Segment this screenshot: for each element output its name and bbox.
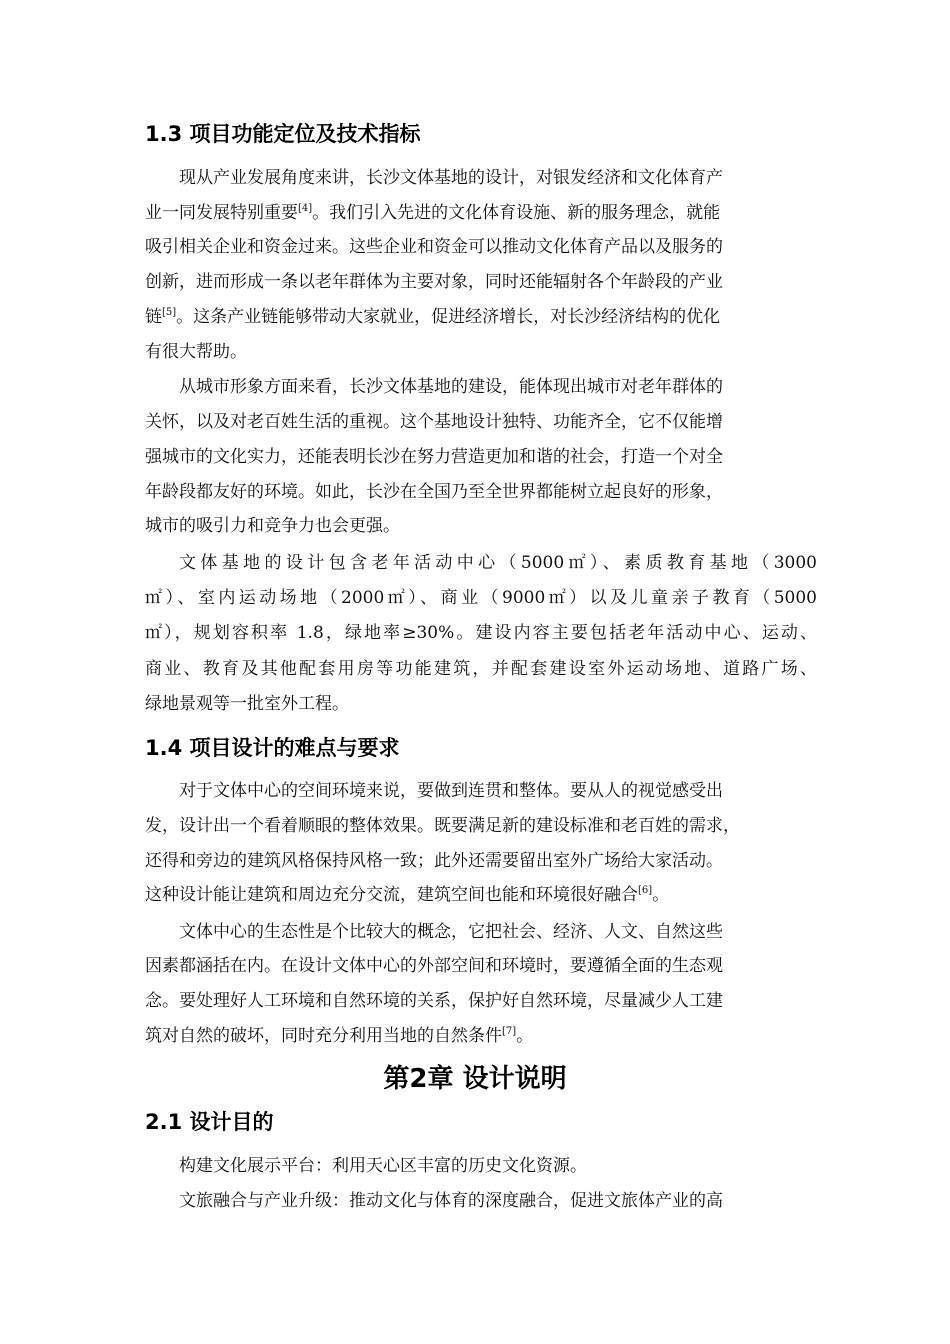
- text-run: 筑对自然的破坏，同时充分利用当地的自然条件: [145, 1026, 502, 1046]
- paragraph-line: 城市的吸引力和竞争力也会更强。: [145, 516, 400, 536]
- paragraph-line: 还得和旁边的建筑风格保持风格一致；此外还需要留出室外广场给大家活动。: [145, 851, 723, 871]
- paragraph-line: 创新，进而形成一条以老年群体为主要对象，同时还能辐射各个年龄段的产业: [145, 272, 723, 292]
- text-run: 链: [145, 307, 162, 327]
- paragraph-line: [145, 306, 720, 328]
- section-heading-1-3: 1.3 项目功能定位及技术指标: [145, 122, 421, 146]
- paragraph-line: 年龄段都友好的环境。如此，长沙在全国乃至全世界都能树立起良好的形象，: [145, 482, 723, 502]
- text-run: 。: [516, 1026, 534, 1046]
- paragraph-line: 关怀，以及对老百姓生活的重视。这个基地设计独特、功能齐全，它不仅能增: [145, 412, 723, 432]
- paragraph-line: [145, 1025, 533, 1047]
- citation-ref: [7]: [502, 1026, 517, 1037]
- paragraph-line: 现从产业发展角度来讲，长沙文体基地的设计，对银发经济和文化体育产: [179, 168, 723, 188]
- section-heading-2-1: 2.1 设计目的: [145, 1110, 274, 1134]
- citation-ref: [5]: [162, 307, 177, 318]
- paragraph-line: 商业、教育及其他配套用房等功能建筑，并配套建设室外运动场地、道路广场、: [145, 659, 817, 679]
- paragraph-line: 强城市的文化实力，还能表明长沙在努力营造更加和谐的社会，打造一个对全: [145, 447, 723, 467]
- paragraph-line: 因素都涵括在内。在设计文体中心的外部空间和环境时，要遵循全面的生态观: [145, 956, 723, 976]
- paragraph-line: [145, 884, 669, 906]
- paragraph-line: 对于文体中心的空间环境来说，要做到连贯和整体。要从人的视觉感受出: [179, 781, 723, 801]
- citation-ref: [6]: [638, 885, 653, 896]
- text-run: 。我们引入先进的文化体育设施、新的服务理念，就能: [312, 203, 721, 223]
- paragraph-line: 从城市形象方面来看，长沙文体基地的建设，能体现出城市对老年群体的: [179, 377, 723, 397]
- paragraph-line: 念。要处理好人工环境和自然环境的关系，保护好自然环境，尽量减少人工建: [145, 991, 723, 1011]
- section-heading-1-4: 1.4 项目设计的难点与要求: [145, 736, 400, 760]
- chapter-heading-2: 第2章 设计说明: [383, 1064, 567, 1094]
- paragraph-line: 构建文化展示平台：利用天心区丰富的历史文化资源。: [179, 1156, 587, 1176]
- paragraph-line: 吸引相关企业和资金过来。这些企业和资金可以推动文化体育产品以及服务的: [145, 237, 723, 257]
- paragraph-line: ㎡）、室内运动场地（2000㎡）、商业（9000㎡）以及儿童亲子教育（5000: [145, 588, 817, 608]
- paragraph-line: ㎡），规划容积率 1.8，绿地率≥30%。建设内容主要包括老年活动中心、运动、: [145, 623, 817, 643]
- paragraph-line: 文体基地的设计包含老年活动中心（5000㎡）、素质教育基地（3000: [179, 553, 817, 573]
- text-run: 。: [652, 885, 670, 905]
- paragraph-line: 发，设计出一个看着顺眼的整体效果。既要满足新的建设标准和老百姓的需求，: [145, 816, 740, 836]
- text-run: 这种设计能让建筑和周边充分交流，建筑空间也能和环境很好融合: [145, 885, 638, 905]
- paragraph-line: 文旅融合与产业升级：推动文化与体育的深度融合，促进文旅体产业的高: [179, 1191, 723, 1211]
- text-run: 。这条产业链能够带动大家就业，促进经济增长，对长沙经济结构的优化: [176, 307, 721, 327]
- citation-ref: [4]: [298, 203, 313, 214]
- text-run: 业一同发展特别重要: [145, 203, 298, 223]
- paragraph-line: 文体中心的生态性是个比较大的概念，它把社会、经济、人文、自然这些: [179, 922, 723, 942]
- paragraph-line: 绿地景观等一批室外工程。: [145, 694, 349, 714]
- paragraph-line: 有很大帮助。: [145, 342, 247, 362]
- paragraph-line: [145, 202, 720, 224]
